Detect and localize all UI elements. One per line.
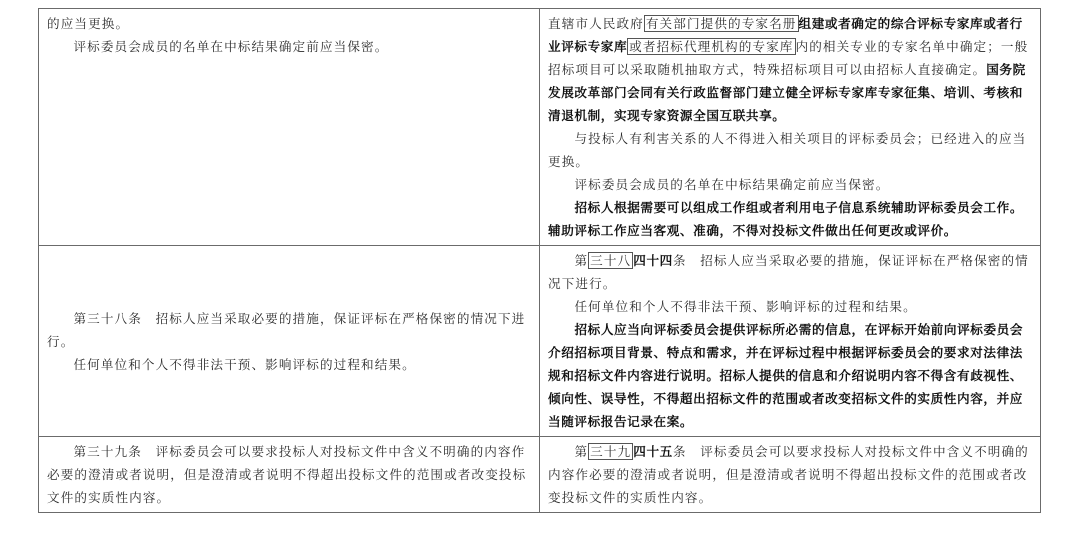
added-text: 四十四 xyxy=(633,253,673,268)
paragraph: 评标委员会成员的名单在中标结果确定前应当保密。 xyxy=(73,39,389,54)
added-paragraph: 招标人根据需要可以组成工作组或者利用电子信息系统辅助评标委员会工作。辅助评标工作应当客观、准确，不得对投标文件做出任何更改或评价。 xyxy=(548,200,1024,238)
article-44-paragraph xyxy=(548,249,1032,295)
table-row xyxy=(39,437,1041,513)
table-row xyxy=(39,246,1041,437)
revised-text-cell xyxy=(540,437,1041,513)
revised-text-cell xyxy=(540,246,1041,437)
added-text: 国务院发展改革部门会同有关行政监督部门建立健全评标专家库专家征集、培训、考核和清退机制，实现专家资源全国互联共享。 xyxy=(548,62,1026,123)
original-text-cell xyxy=(39,246,540,437)
paragraph: 评标委员会成员的名单在中标结果确定前应当保密。 xyxy=(574,177,890,192)
paragraph: 与投标人有利害关系的人不得进入相关项目的评标委员会；已经进入的应当更换。 xyxy=(548,131,1027,169)
table-row xyxy=(39,9,1041,246)
deleted-text-box: 或者招标代理机构的专家库 xyxy=(629,39,794,54)
text-span: 第 xyxy=(574,253,589,268)
article-38-paragraph: 第三十八条 招标人应当采取必要的措施，保证评标在严格保密的情况下进行。 xyxy=(47,310,526,349)
text-span: 条 招标人应当采取必要的措施，保证评标在严格保密的情况下进行。 xyxy=(548,253,1029,291)
original-text-cell xyxy=(39,437,540,513)
deleted-text-box: 三十九 xyxy=(590,444,632,459)
revised-text-cell xyxy=(540,9,1041,246)
comparison-table xyxy=(38,8,1041,513)
text-span: 内的相关专业的专家名单中确定；一般招标项目可以采取随机抽取方式，特殊招标项目可以由招标人直接确定。 xyxy=(548,39,1029,77)
added-text: 四十五 xyxy=(633,444,673,459)
added-paragraph: 招标人应当向评标委员会提供评标所必需的信息，在评标开始前向评标委员会介绍招标项目背景、特点和需求，并在评标过程中根据评标委员会的要求对法律法规和招标文件内容进行说明。招标人提供的信息和介绍说明内容不得含有歧视性、倾向性、误导性，不得超出招标文件的范围或者改变招标文件的实质性内容，并应当随评标报告记录在案。 xyxy=(548,322,1024,429)
deleted-text-box: 有关部门提供的专家名册 xyxy=(645,16,797,31)
article-45-paragraph xyxy=(548,440,1032,509)
paragraph: 的应当更换。 xyxy=(47,16,130,31)
article-39-paragraph: 第三十九条 评标委员会可以要求投标人对投标文件中含义不明确的内容作必要的澄清或者说明，但是澄清或者说明不得超出投标文件的范围或者改变投标文件的实质性内容。 xyxy=(47,444,527,505)
paragraph: 任何单位和个人不得非法干预、影响评标的过程和结果。 xyxy=(574,299,917,314)
added-text: 组建或者确定的综合评标专家库或者行业评标专家库 xyxy=(548,16,1023,54)
text-span: 第 xyxy=(574,444,589,459)
text-span: 直辖市人民政府 xyxy=(548,16,644,31)
paragraph: 任何单位和个人不得非法干预、影响评标的过程和结果。 xyxy=(73,356,416,372)
deleted-text-box: 三十八 xyxy=(590,253,632,268)
paragraph xyxy=(548,12,1032,127)
text-span: 条 评标委员会可以要求投标人对投标文件中含义不明确的内容作必要的澄清或者说明，但是澄清或者说明不得超出投标文件的范围或者改变投标文件的实质性内容。 xyxy=(548,444,1029,505)
original-text-cell xyxy=(39,9,540,246)
